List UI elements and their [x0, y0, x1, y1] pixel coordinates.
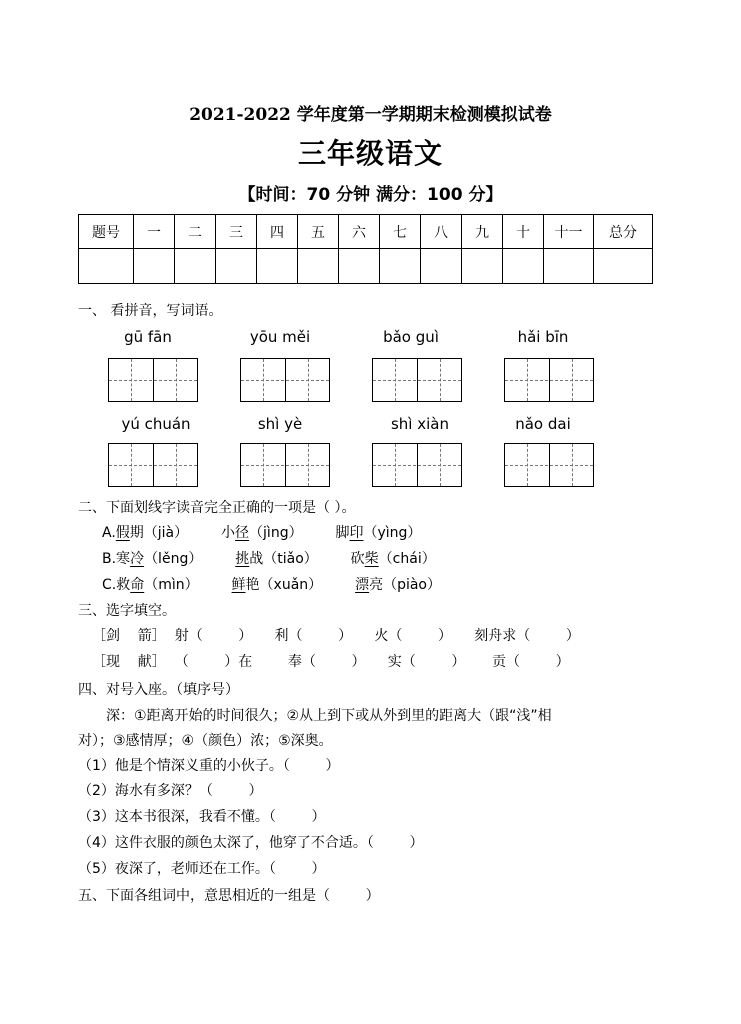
writing-grid[interactable]: [240, 358, 330, 402]
q2-c-text: 亮（piào）: [369, 577, 441, 593]
score-header-cell: 题号: [79, 215, 134, 249]
writing-grid[interactable]: [504, 443, 594, 487]
score-header-cell: 九: [462, 215, 503, 249]
q2-a-text: A.: [102, 525, 116, 541]
q3-line-1: ［剑 箭］ 射（ ） 利（ ） 火（ ） 刻舟求（ ）: [92, 628, 580, 644]
q4-item: （4）这件衣服的颜色太深了，他穿了不合适。（ ）: [78, 835, 424, 851]
q2-b-text: （lěng）: [144, 551, 203, 567]
q3-heading: 三、选字填空。: [78, 603, 176, 619]
q2-b-text: 砍: [350, 551, 365, 567]
pinyin-label: shì xiàn: [390, 415, 449, 433]
q2-option-b: [102, 548, 436, 568]
q2-b-underlined: 柴: [364, 551, 379, 567]
time-info: 【时间：70 分钟 满分：100 分】: [238, 185, 503, 205]
score-header-cell: 三: [216, 215, 257, 249]
subject-title: 三年级语文: [297, 137, 443, 170]
score-header-cell: 十: [503, 215, 544, 249]
score-header-cell: 七: [380, 215, 421, 249]
pinyin-label: hǎi bīn: [517, 328, 569, 346]
score-cell[interactable]: [79, 249, 134, 284]
pinyin-label: shì yè: [257, 415, 303, 433]
q4-definition-line2: 对）；③感情厚；④（颜色）浓；⑤深奥。: [78, 733, 333, 749]
score-cell[interactable]: [503, 249, 544, 284]
q4-definition-line1: 深：①距离开始的时间很久；②从上到下或从外到里的距离大（跟“浅”相: [106, 708, 552, 724]
writing-grid[interactable]: [108, 358, 198, 402]
q2-c-underlined: 鲜: [231, 577, 246, 593]
score-header-cell: 二: [175, 215, 216, 249]
q2-c-underlined: 命: [130, 577, 145, 593]
q2-a-text: 小: [221, 525, 236, 541]
writing-grid[interactable]: [504, 358, 594, 402]
q1-heading: 一、 看拼音，写词语。: [78, 303, 223, 319]
q4-item: （1）他是个情深义重的小伙子。（ ）: [78, 758, 340, 774]
score-cell[interactable]: [175, 249, 216, 284]
exam-title: 2021-2022 学年度第一学期期末检测模拟试卷: [189, 105, 552, 125]
score-cell[interactable]: [134, 249, 175, 284]
q2-a-text: （yìng）: [363, 525, 422, 541]
q2-a-text: 脚: [335, 525, 350, 541]
score-cell[interactable]: [421, 249, 462, 284]
score-header-cell: 一: [134, 215, 175, 249]
q2-c-text: C.救: [102, 577, 131, 593]
q2-a-text: （jìng）: [249, 525, 303, 541]
q2-a-underlined: 印: [349, 525, 364, 541]
writing-grid[interactable]: [240, 443, 330, 487]
pinyin-label: nǎo dai: [515, 415, 571, 433]
q2-b-text: （chái）: [378, 551, 436, 567]
score-cell[interactable]: [257, 249, 298, 284]
score-cell[interactable]: [380, 249, 421, 284]
score-table: [78, 214, 653, 284]
score-cell[interactable]: [594, 249, 653, 284]
q4-item: （2）海水有多深？（ ）: [78, 783, 263, 799]
q2-option-a: [102, 522, 421, 542]
q2-c-underlined: 漂: [355, 577, 370, 593]
pinyin-label: yōu měi: [249, 328, 311, 346]
q2-a-underlined: 径: [235, 525, 250, 541]
q4-heading: 四、对号入座。（填序号）: [78, 682, 239, 698]
q4-item: （3）这本书很深，我看不懂。（ ）: [78, 809, 326, 825]
score-header-cell: 四: [257, 215, 298, 249]
q2-a-text: 期（jià）: [129, 525, 189, 541]
score-table-header-row: [79, 215, 653, 249]
score-header-cell: 五: [298, 215, 339, 249]
q2-option-c: [102, 574, 441, 594]
q2-b-underlined: 冷: [130, 551, 145, 567]
score-cell[interactable]: [216, 249, 257, 284]
writing-grid[interactable]: [108, 443, 198, 487]
q2-a-underlined: 假: [115, 525, 130, 541]
score-header-cell: 八: [421, 215, 462, 249]
q3-line-2: ［现 献］ （ ）在 奉（ ） 实（ ） 贡（ ）: [92, 654, 570, 670]
q2-b-underlined: 挑: [235, 551, 250, 567]
q2-heading: 二、下面划线字读音完全正确的一项是（ ）。: [78, 500, 356, 516]
score-table-blank-row: [79, 249, 653, 284]
score-header-cell: 十一: [544, 215, 594, 249]
q2-c-text: 艳（xuǎn）: [245, 577, 323, 593]
q2-c-text: （mìn）: [144, 577, 199, 593]
pinyin-label: bǎo guì: [383, 328, 439, 346]
score-cell[interactable]: [339, 249, 380, 284]
q2-b-text: 战（tiǎo）: [249, 551, 318, 567]
score-cell[interactable]: [544, 249, 594, 284]
pinyin-label: yú chuán: [121, 415, 191, 433]
q4-item: （5）夜深了，老师还在工作。（ ）: [78, 861, 326, 877]
q5-heading: 五、下面各组词中，意思相近的一组是（ ）: [78, 888, 380, 904]
score-header-cell: 总分: [594, 215, 653, 249]
score-cell[interactable]: [462, 249, 503, 284]
pinyin-label: gū fān: [124, 328, 172, 346]
q2-b-text: B.寒: [102, 551, 131, 567]
score-header-cell: 六: [339, 215, 380, 249]
score-cell[interactable]: [298, 249, 339, 284]
writing-grid[interactable]: [372, 443, 462, 487]
writing-grid[interactable]: [372, 358, 462, 402]
